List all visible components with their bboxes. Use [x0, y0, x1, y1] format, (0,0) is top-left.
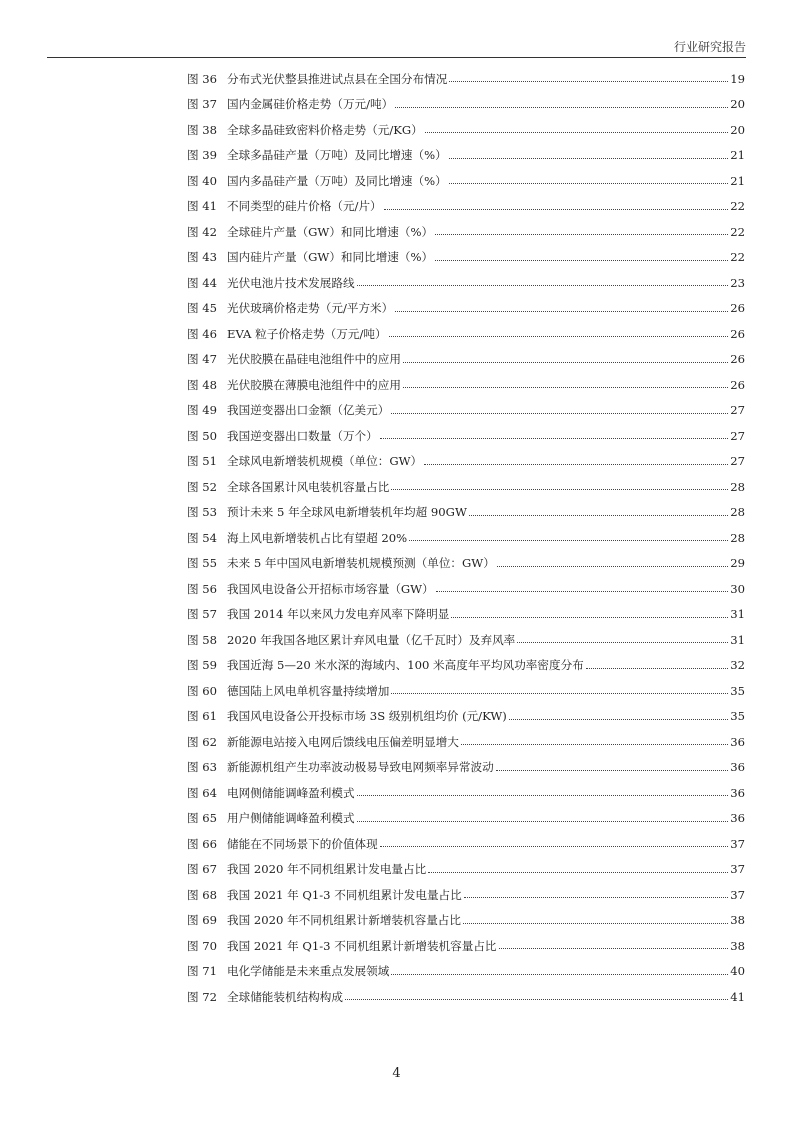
dot-leader [463, 923, 728, 924]
toc-entry[interactable] [187, 194, 745, 220]
figure-title: 分布式光伏整县推进试点县在全国分布情况 [227, 71, 448, 86]
figure-number: 图 47 [187, 352, 218, 367]
figure-number: 图 46 [187, 326, 218, 341]
figure-title: 我国风电设备公开投标市场 3S 级别机组均价 (元/KW) [227, 709, 507, 724]
figure-title: 光伏胶膜在薄膜电池组件中的应用 [227, 377, 401, 392]
toc-entry[interactable] [187, 398, 745, 424]
toc-entry[interactable] [187, 551, 745, 577]
figure-number: 图 55 [187, 556, 218, 571]
figure-title: 我国 2020 年不同机组累计新增装机容量占比 [227, 913, 461, 928]
toc-entry[interactable] [187, 882, 745, 908]
figure-number: 图 62 [187, 734, 218, 749]
toc-entry[interactable] [187, 729, 745, 755]
figure-number: 图 37 [187, 97, 218, 112]
dot-leader [357, 821, 729, 822]
toc-page-number: 26 [730, 301, 745, 316]
toc-entry[interactable] [187, 933, 745, 959]
figure-title: 电化学储能是未来重点发展领域 [227, 964, 390, 979]
toc-page-number: 21 [730, 173, 745, 188]
dot-leader [464, 897, 728, 898]
toc-entry[interactable] [187, 857, 745, 883]
figure-number: 图 65 [187, 811, 218, 826]
figure-number: 图 38 [187, 122, 218, 137]
figure-title: 海上风电新增装机占比有望超 20% [227, 530, 408, 545]
header-rule [47, 57, 746, 58]
toc-page-number: 28 [730, 530, 745, 545]
toc-page-number: 31 [730, 607, 745, 622]
figure-number: 图 52 [187, 479, 218, 494]
dot-leader [499, 948, 729, 949]
page-number: 4 [392, 1066, 401, 1081]
dot-leader [425, 132, 728, 133]
toc-page-number: 35 [730, 683, 745, 698]
toc-page-number: 29 [730, 556, 745, 571]
figure-number: 图 42 [187, 224, 218, 239]
toc-page-number: 26 [730, 377, 745, 392]
figure-title: 预计未来 5 年全球风电新增装机年均超 90GW [227, 505, 467, 520]
toc-page-number: 30 [730, 581, 745, 596]
toc-entry[interactable] [187, 602, 745, 628]
figure-title: 全球储能装机结构构成 [227, 989, 343, 1004]
toc-entry[interactable] [187, 321, 745, 347]
toc-entry[interactable] [187, 347, 745, 373]
figure-number: 图 58 [187, 632, 218, 647]
toc-entry[interactable] [187, 66, 745, 92]
figure-number: 图 61 [187, 709, 218, 724]
toc-entry[interactable] [187, 831, 745, 857]
toc-page-number: 35 [730, 709, 745, 724]
figure-number: 图 72 [187, 989, 218, 1004]
figure-title: 不同类型的硅片价格（元/片） [227, 199, 382, 214]
toc-page-number: 21 [730, 148, 745, 163]
figure-number: 图 69 [187, 913, 218, 928]
dot-leader [586, 668, 728, 669]
figure-title: 国内硅片产量（GW）和同比增速（%） [227, 250, 434, 265]
toc-entry[interactable] [187, 296, 745, 322]
figure-title: 光伏电池片技术发展路线 [227, 275, 355, 290]
toc-page-number: 27 [730, 428, 745, 443]
toc-entry[interactable] [187, 245, 745, 271]
figure-title: 全球各国累计风电装机容量占比 [227, 479, 390, 494]
toc-entry[interactable] [187, 449, 745, 475]
toc-entry[interactable] [187, 908, 745, 934]
toc-page-number: 38 [730, 938, 745, 953]
figure-title: 我国逆变器出口金额（亿美元） [227, 403, 390, 418]
dot-leader [451, 617, 728, 618]
figure-title: 2020 年我国各地区累计弃风电量（亿千瓦时）及弃风率 [227, 632, 516, 647]
toc-page-number: 26 [730, 326, 745, 341]
toc-entry[interactable] [187, 117, 745, 143]
figure-number: 图 66 [187, 836, 218, 851]
dot-leader [428, 872, 728, 873]
toc-entry[interactable] [187, 984, 745, 1010]
dot-leader [517, 642, 728, 643]
figure-number: 图 36 [187, 71, 218, 86]
dot-leader [497, 566, 728, 567]
toc-entry[interactable] [187, 219, 745, 245]
figure-title: 全球多晶硅致密料价格走势（元/KG） [227, 122, 423, 137]
figure-title: 新能源机组产生功率波动极易导致电网频率异常波动 [227, 760, 494, 775]
figure-title: 德国陆上风电单机容量持续增加 [227, 683, 390, 698]
toc-entry[interactable] [187, 270, 745, 296]
dot-leader [391, 693, 728, 694]
figure-number: 图 68 [187, 887, 218, 902]
figure-number: 图 44 [187, 275, 218, 290]
toc-page-number: 37 [730, 862, 745, 877]
figure-number: 图 63 [187, 760, 218, 775]
dot-leader [395, 311, 728, 312]
dot-leader [391, 974, 728, 975]
toc-page-number: 36 [730, 760, 745, 775]
dot-leader [391, 489, 728, 490]
dot-leader [403, 387, 728, 388]
toc-page-number: 38 [730, 913, 745, 928]
dot-leader [403, 362, 728, 363]
figure-number: 图 49 [187, 403, 218, 418]
dot-leader [380, 846, 729, 847]
figure-number: 图 45 [187, 301, 218, 316]
figure-title: 国内多晶硅产量（万吨）及同比增速（%） [227, 173, 447, 188]
figure-title: 我国风电设备公开招标市场容量（GW） [227, 581, 434, 596]
figure-title: 全球多晶硅产量（万吨）及同比增速（%） [227, 148, 447, 163]
figure-table-of-contents [187, 66, 745, 1010]
figure-number: 图 48 [187, 377, 218, 392]
toc-entry[interactable] [187, 525, 745, 551]
dot-leader [509, 719, 728, 720]
toc-entry[interactable] [187, 372, 745, 398]
toc-page-number: 26 [730, 352, 745, 367]
dot-leader [395, 107, 728, 108]
dot-leader [391, 413, 728, 414]
toc-page-number: 19 [730, 71, 745, 86]
toc-page-number: 37 [730, 887, 745, 902]
figure-title: 全球硅片产量（GW）和同比增速（%） [227, 224, 434, 239]
dot-leader [469, 515, 728, 516]
figure-title: 我国 2021 年 Q1-3 不同机组累计新增装机容量占比 [227, 938, 497, 953]
dot-leader [449, 183, 729, 184]
dot-leader [345, 999, 728, 1000]
toc-entry[interactable] [187, 959, 745, 985]
toc-entry[interactable] [187, 806, 745, 832]
toc-page-number: 28 [730, 479, 745, 494]
figure-title: 光伏胶膜在晶硅电池组件中的应用 [227, 352, 401, 367]
figure-number: 图 39 [187, 148, 218, 163]
figure-title: 新能源电站接入电网后馈线电压偏差明显增大 [227, 734, 459, 749]
toc-page-number: 41 [730, 989, 745, 1004]
toc-entry[interactable] [187, 627, 745, 653]
toc-page-number: 22 [730, 250, 745, 265]
toc-page-number: 27 [730, 403, 745, 418]
figure-number: 图 71 [187, 964, 218, 979]
figure-title: EVA 粒子价格走势（万元/吨） [227, 326, 387, 341]
dot-leader [435, 260, 728, 261]
figure-title: 我国逆变器出口数量（万个） [227, 428, 378, 443]
toc-page-number: 36 [730, 785, 745, 800]
figure-title: 我国 2014 年以来风力发电弃风率下降明显 [227, 607, 450, 622]
toc-entry[interactable] [187, 780, 745, 806]
toc-entry[interactable] [187, 500, 745, 526]
figure-title: 我国 2020 年不同机组累计发电量占比 [227, 862, 427, 877]
toc-entry[interactable] [187, 143, 745, 169]
toc-page-number: 22 [730, 224, 745, 239]
toc-page-number: 22 [730, 199, 745, 214]
dot-leader [357, 795, 729, 796]
figure-number: 图 51 [187, 454, 218, 469]
dot-leader [461, 744, 728, 745]
figure-number: 图 40 [187, 173, 218, 188]
toc-entry[interactable] [187, 576, 745, 602]
figure-title: 电网侧储能调峰盈利模式 [227, 785, 355, 800]
figure-title: 储能在不同场景下的价值体现 [227, 836, 378, 851]
figure-title: 我国近海 5—20 米水深的海域内、100 米高度年平均风功率密度分布 [227, 658, 584, 673]
figure-title: 全球风电新增装机规模（单位：GW） [227, 454, 423, 469]
figure-number: 图 56 [187, 581, 218, 596]
figure-number: 图 67 [187, 862, 218, 877]
toc-page-number: 36 [730, 811, 745, 826]
toc-page-number: 32 [730, 658, 745, 673]
toc-entry[interactable] [187, 474, 745, 500]
dot-leader [357, 285, 729, 286]
toc-entry[interactable] [187, 423, 745, 449]
dot-leader [384, 209, 729, 210]
figure-title: 国内金属硅价格走势（万元/吨） [227, 97, 394, 112]
figure-number: 图 53 [187, 505, 218, 520]
dot-leader [496, 770, 729, 771]
toc-entry[interactable] [187, 168, 745, 194]
dot-leader [436, 591, 729, 592]
dot-leader [409, 540, 728, 541]
figure-number: 图 43 [187, 250, 218, 265]
toc-page-number: 27 [730, 454, 745, 469]
toc-page-number: 28 [730, 505, 745, 520]
toc-page-number: 20 [730, 97, 745, 112]
figure-number: 图 50 [187, 428, 218, 443]
toc-page-number: 23 [730, 275, 745, 290]
figure-number: 图 54 [187, 530, 218, 545]
dot-leader [380, 438, 729, 439]
figure-number: 图 70 [187, 938, 218, 953]
toc-page-number: 31 [730, 632, 745, 647]
header-title: 行业研究报告 [673, 40, 746, 54]
toc-page-number: 36 [730, 734, 745, 749]
toc-entry[interactable] [187, 678, 745, 704]
dot-leader [424, 464, 728, 465]
toc-page-number: 20 [730, 122, 745, 137]
dot-leader [435, 234, 728, 235]
figure-number: 图 41 [187, 199, 218, 214]
dot-leader [449, 158, 729, 159]
figure-title: 未来 5 年中国风电新增装机规模预测（单位：GW） [227, 556, 495, 571]
toc-page-number: 40 [730, 964, 745, 979]
figure-number: 图 64 [187, 785, 218, 800]
figure-title: 我国 2021 年 Q1-3 不同机组累计发电量占比 [227, 887, 462, 902]
figure-number: 图 59 [187, 658, 218, 673]
toc-entry[interactable] [187, 755, 745, 781]
toc-page-number: 37 [730, 836, 745, 851]
toc-entry[interactable] [187, 653, 745, 679]
toc-entry[interactable] [187, 704, 745, 730]
figure-title: 光伏玻璃价格走势（元/平方米） [227, 301, 394, 316]
dot-leader [389, 336, 729, 337]
figure-title: 用户侧储能调峰盈利模式 [227, 811, 355, 826]
figure-number: 图 60 [187, 683, 218, 698]
toc-entry[interactable] [187, 92, 745, 118]
dot-leader [449, 81, 728, 82]
figure-number: 图 57 [187, 607, 218, 622]
